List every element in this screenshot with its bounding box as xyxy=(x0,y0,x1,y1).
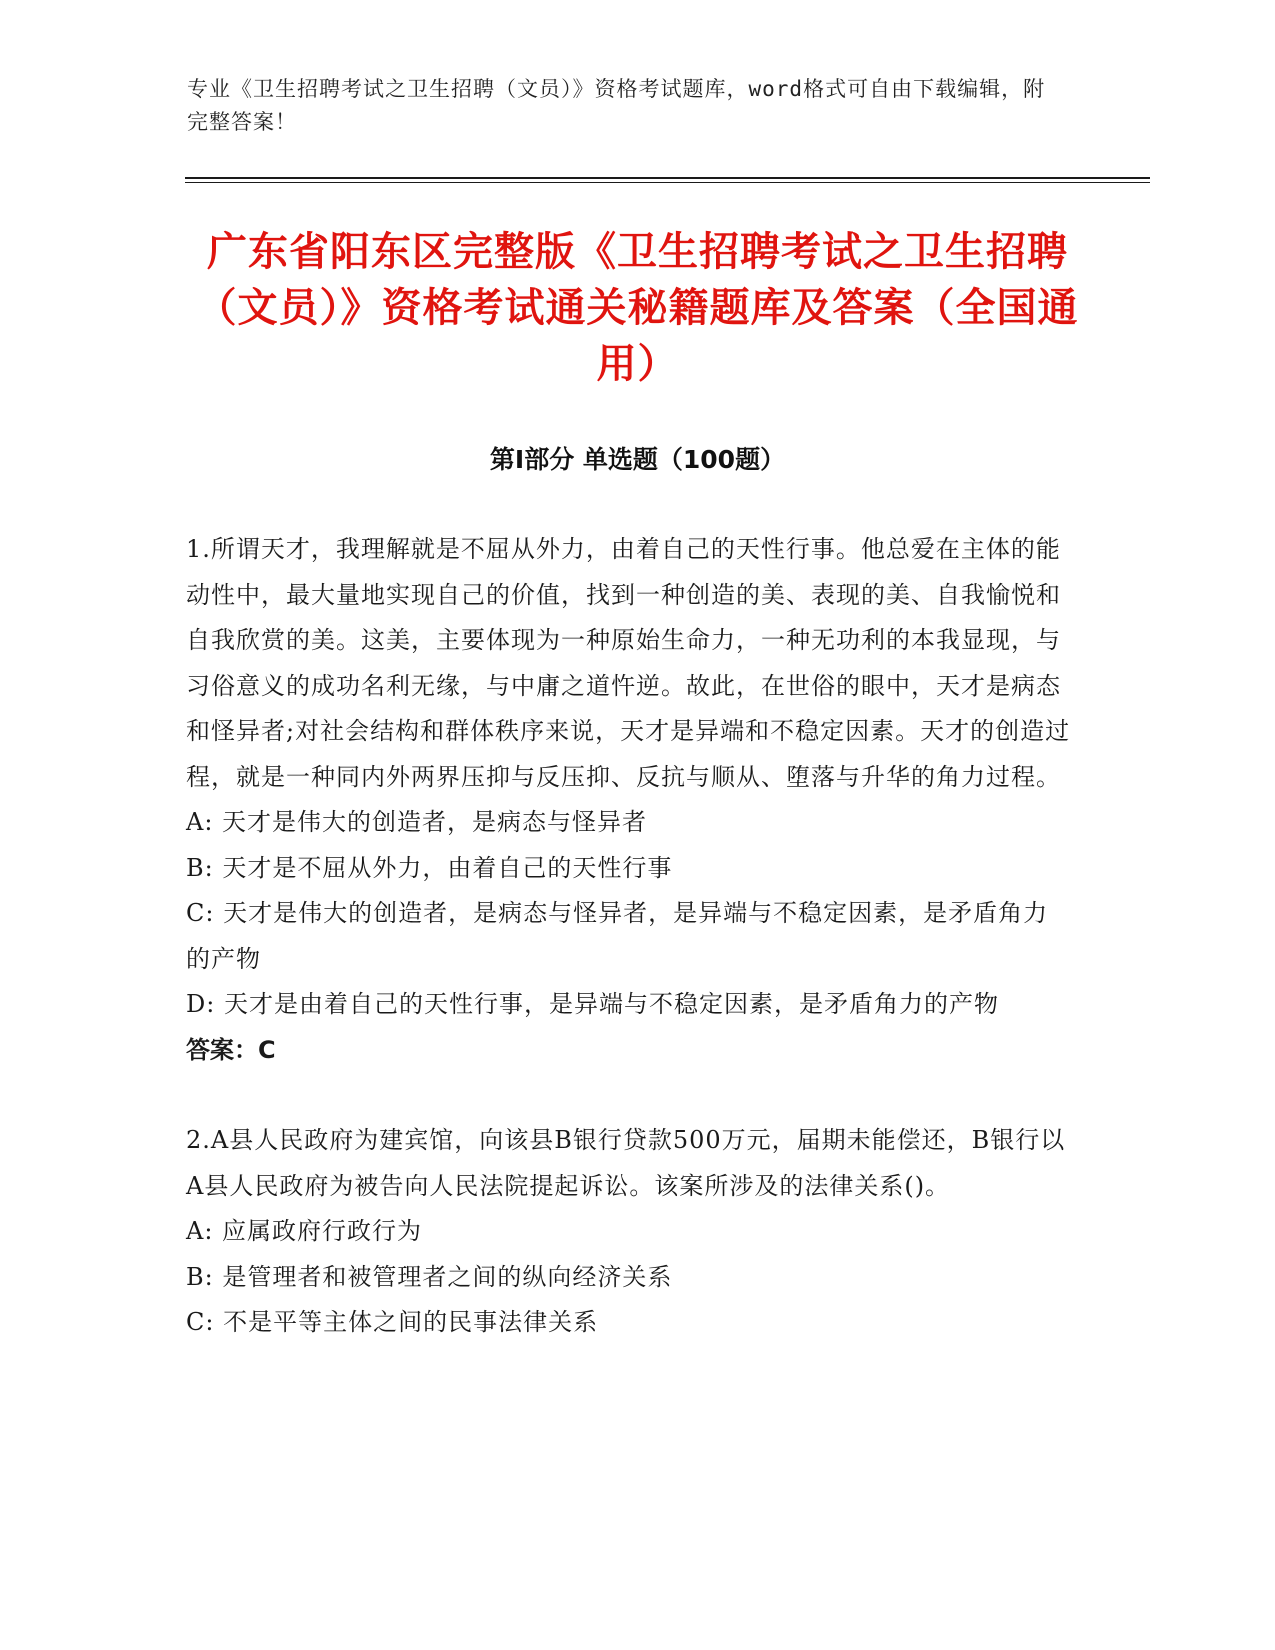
option-d: D: 天才是由着自己的天性行事，是异端与不稳定因素，是矛盾角力的产物 xyxy=(186,990,999,1018)
option-a: A: 天才是伟大的创造者，是病态与怪异者 xyxy=(186,808,648,836)
question-stem: 2.A县人民政府为建宾馆，向该县B银行贷款500万元，届期未能偿还，B银行以A县人民政府为被告向人民法院提起诉讼。该案所涉及的法律关系()。 xyxy=(186,1126,1066,1200)
option-b: B: 天才是不屈从外力，由着自己的天性行事 xyxy=(186,853,673,882)
answer-label: 答案：C xyxy=(186,1035,276,1064)
question-stem: 1.所谓天才，我理解就是不屈从外力，由着自己的天性行事。他总爱在主体的能动性中，最大量地实现自己的价值，找到一种创造的美、表现的美、自我愉悦和自我欣赏的美。这美，主要体现为一种原始生命力，一种无功利的本我显现，与习俗意义的成功名利无缘，与中庸之道忤逆。故此，在世俗的眼中，天才是病态和怪异者;对社会结构和群体秩序来说，天才是异端和不稳定因素。天才的创造过程，就是一种同内外两界压抑与反压抑、反抗与顺从、堕落与升华的角力过程。 xyxy=(186,535,1071,791)
header-note: 专业《卫生招聘考试之卫生招聘（文员）》资格考试题库，word格式可自由下载编辑，附完整答案！ xyxy=(187,77,1046,134)
section-heading: 第Ⅰ部分 单选题（100题） xyxy=(489,445,786,474)
question-list xyxy=(186,527,1071,1346)
option-c: C: 不是平等主体之间的民事法律关系 xyxy=(186,1308,599,1336)
option-c: C: 天才是伟大的创造者，是病态与怪异者，是异端与不稳定因素，是矛盾角力的产物 xyxy=(186,899,1049,973)
option-b: B: 是管理者和被管理者之间的纵向经济关系 xyxy=(186,1262,673,1291)
question-1 xyxy=(186,527,1071,1073)
header-rule-thin xyxy=(185,182,1150,183)
header-rule-thick xyxy=(185,177,1150,179)
document-title: 广东省阳东区完整版《卫生招聘考试之卫生招聘（文员）》资格考试通关秘籍题库及答案（全国通用） xyxy=(196,229,1079,387)
option-a: A: 应属政府行政行为 xyxy=(186,1217,423,1245)
question-2 xyxy=(186,1118,1071,1346)
